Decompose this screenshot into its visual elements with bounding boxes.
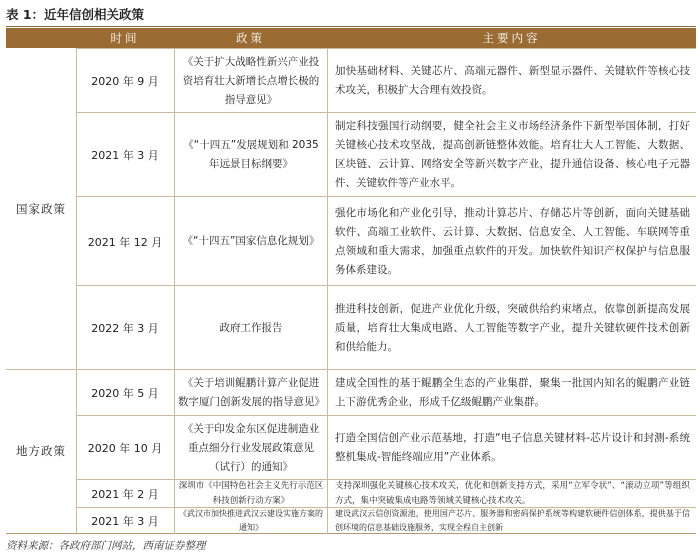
row-time: 2021 年 12 月 — [87, 235, 163, 249]
header-content: 主要内容 — [482, 31, 541, 45]
row-time: 2021 年 2 月 — [91, 488, 159, 501]
row-policy: 《“十四五”发展规划和 2035 年远景目标纲要》 — [174, 113, 327, 197]
row-content: 制定科技强国行动纲要，健全社会主义市场经济条件下新型举国体制，打好关键核心技术攻坚战，提高创新链整体效能。培育壮大人工智能、大数据、区块链、云计算、网络安全等新兴数字产业，提升通信设备、核心电子元器件、关键软件等产业水平。 — [327, 113, 696, 197]
row-policy: 《关于培训鲲鹏计算产业促进数字厦门创新发展的指导意见》 — [174, 370, 327, 416]
row-content: 建成全国性的基于鲲鹏全生态的产业集群，聚集一批国内知名的鲲鹏产业链上下游优秀企业，形成千亿级鲲鹏产业集群。 — [327, 370, 696, 416]
row-content: 支持深圳强化关键核心技术攻关，优化和创新支持方式，采用“立军令状”、“滚动立项”等组织方式，集中突破集成电路等领域关键核心技术攻关。 — [327, 480, 696, 508]
row-content: 建设武汉云信创资源池，使用国产芯片、服务器和密码保护系统等构建软硬件信创体系，提供基于信创环境的信息基础设施服务，实现全程自主创新 — [327, 508, 696, 534]
table-row — [76, 48, 696, 113]
row-policy: 深圳市《中国特色社会主义先行示范区科技创新行动方案》 — [174, 480, 327, 508]
table-row — [76, 369, 696, 416]
row-policy: 《“十四五”国家信息化规划》 — [174, 197, 327, 286]
row-policy: 《武汉市加快推进武汉云建设实施方案的通知》 — [174, 508, 327, 534]
row-time: 2020 年 5 月 — [91, 387, 159, 400]
category-local: 地方政策 — [6, 369, 77, 533]
source-note: 资料来源：各政府部门网站，西南证券整理 — [6, 540, 206, 552]
row-content: 打造全国信创产业示范基地，打造“电子信息关键材料-芯片设计和封测-系统整机集成-智能终端应用”产业体系。 — [327, 416, 696, 480]
header-time: 时间 — [110, 31, 140, 45]
row-content: 加快基础材料、关键芯片、高端元器件、新型显示器件、关键软件等核心技术攻关，积极扩大合理有效投资。 — [327, 49, 696, 113]
row-content: 推进科技创新，促进产业优化升级，突破供给约束堵点，依靠创新提高发展质量，培育壮大集成电路、人工智能等数字产业，提升关键软硬件技术创新和供给能力。 — [327, 286, 696, 370]
row-time: 2020 年 10 月 — [87, 442, 163, 455]
table-row — [76, 285, 696, 370]
row-time: 2021 年 3 月 — [91, 149, 159, 162]
table-title: 表 1：近年信创相关政策 — [6, 4, 696, 27]
table-header — [6, 28, 696, 48]
row-time: 2022 年 3 月 — [91, 322, 159, 335]
row-policy: 《关于印发金东区促进制造业重点细分行业发展政策意见（试行）的通知》 — [174, 416, 327, 480]
row-time: 2021 年 3 月 — [91, 515, 159, 528]
table-row — [76, 479, 696, 508]
policy-table — [6, 28, 696, 534]
table-row — [76, 196, 696, 286]
table-row — [76, 415, 696, 480]
row-policy: 《关于扩大战略性新兴产业投资培育壮大新增长点增长极的指导意见》 — [174, 49, 327, 113]
category-divider — [6, 369, 76, 370]
row-content: 强化市场化和产业化引导，推动计算芯片、存储芯片等创新，面向关键基础软件、高端工业软件、云计算、大数据、信息安全、人工智能、车联网等重点领域和重大需求，加强重点软件的开发。加快软件知识产权保护与信息服务体系建设。 — [327, 197, 696, 286]
table-row — [76, 112, 696, 197]
row-time: 2020 年 9 月 — [91, 75, 159, 88]
row-policy: 政府工作报告 — [174, 286, 327, 370]
table-row — [76, 507, 696, 534]
header-policy: 政策 — [236, 31, 265, 45]
category-national: 国家政策 — [6, 48, 77, 369]
